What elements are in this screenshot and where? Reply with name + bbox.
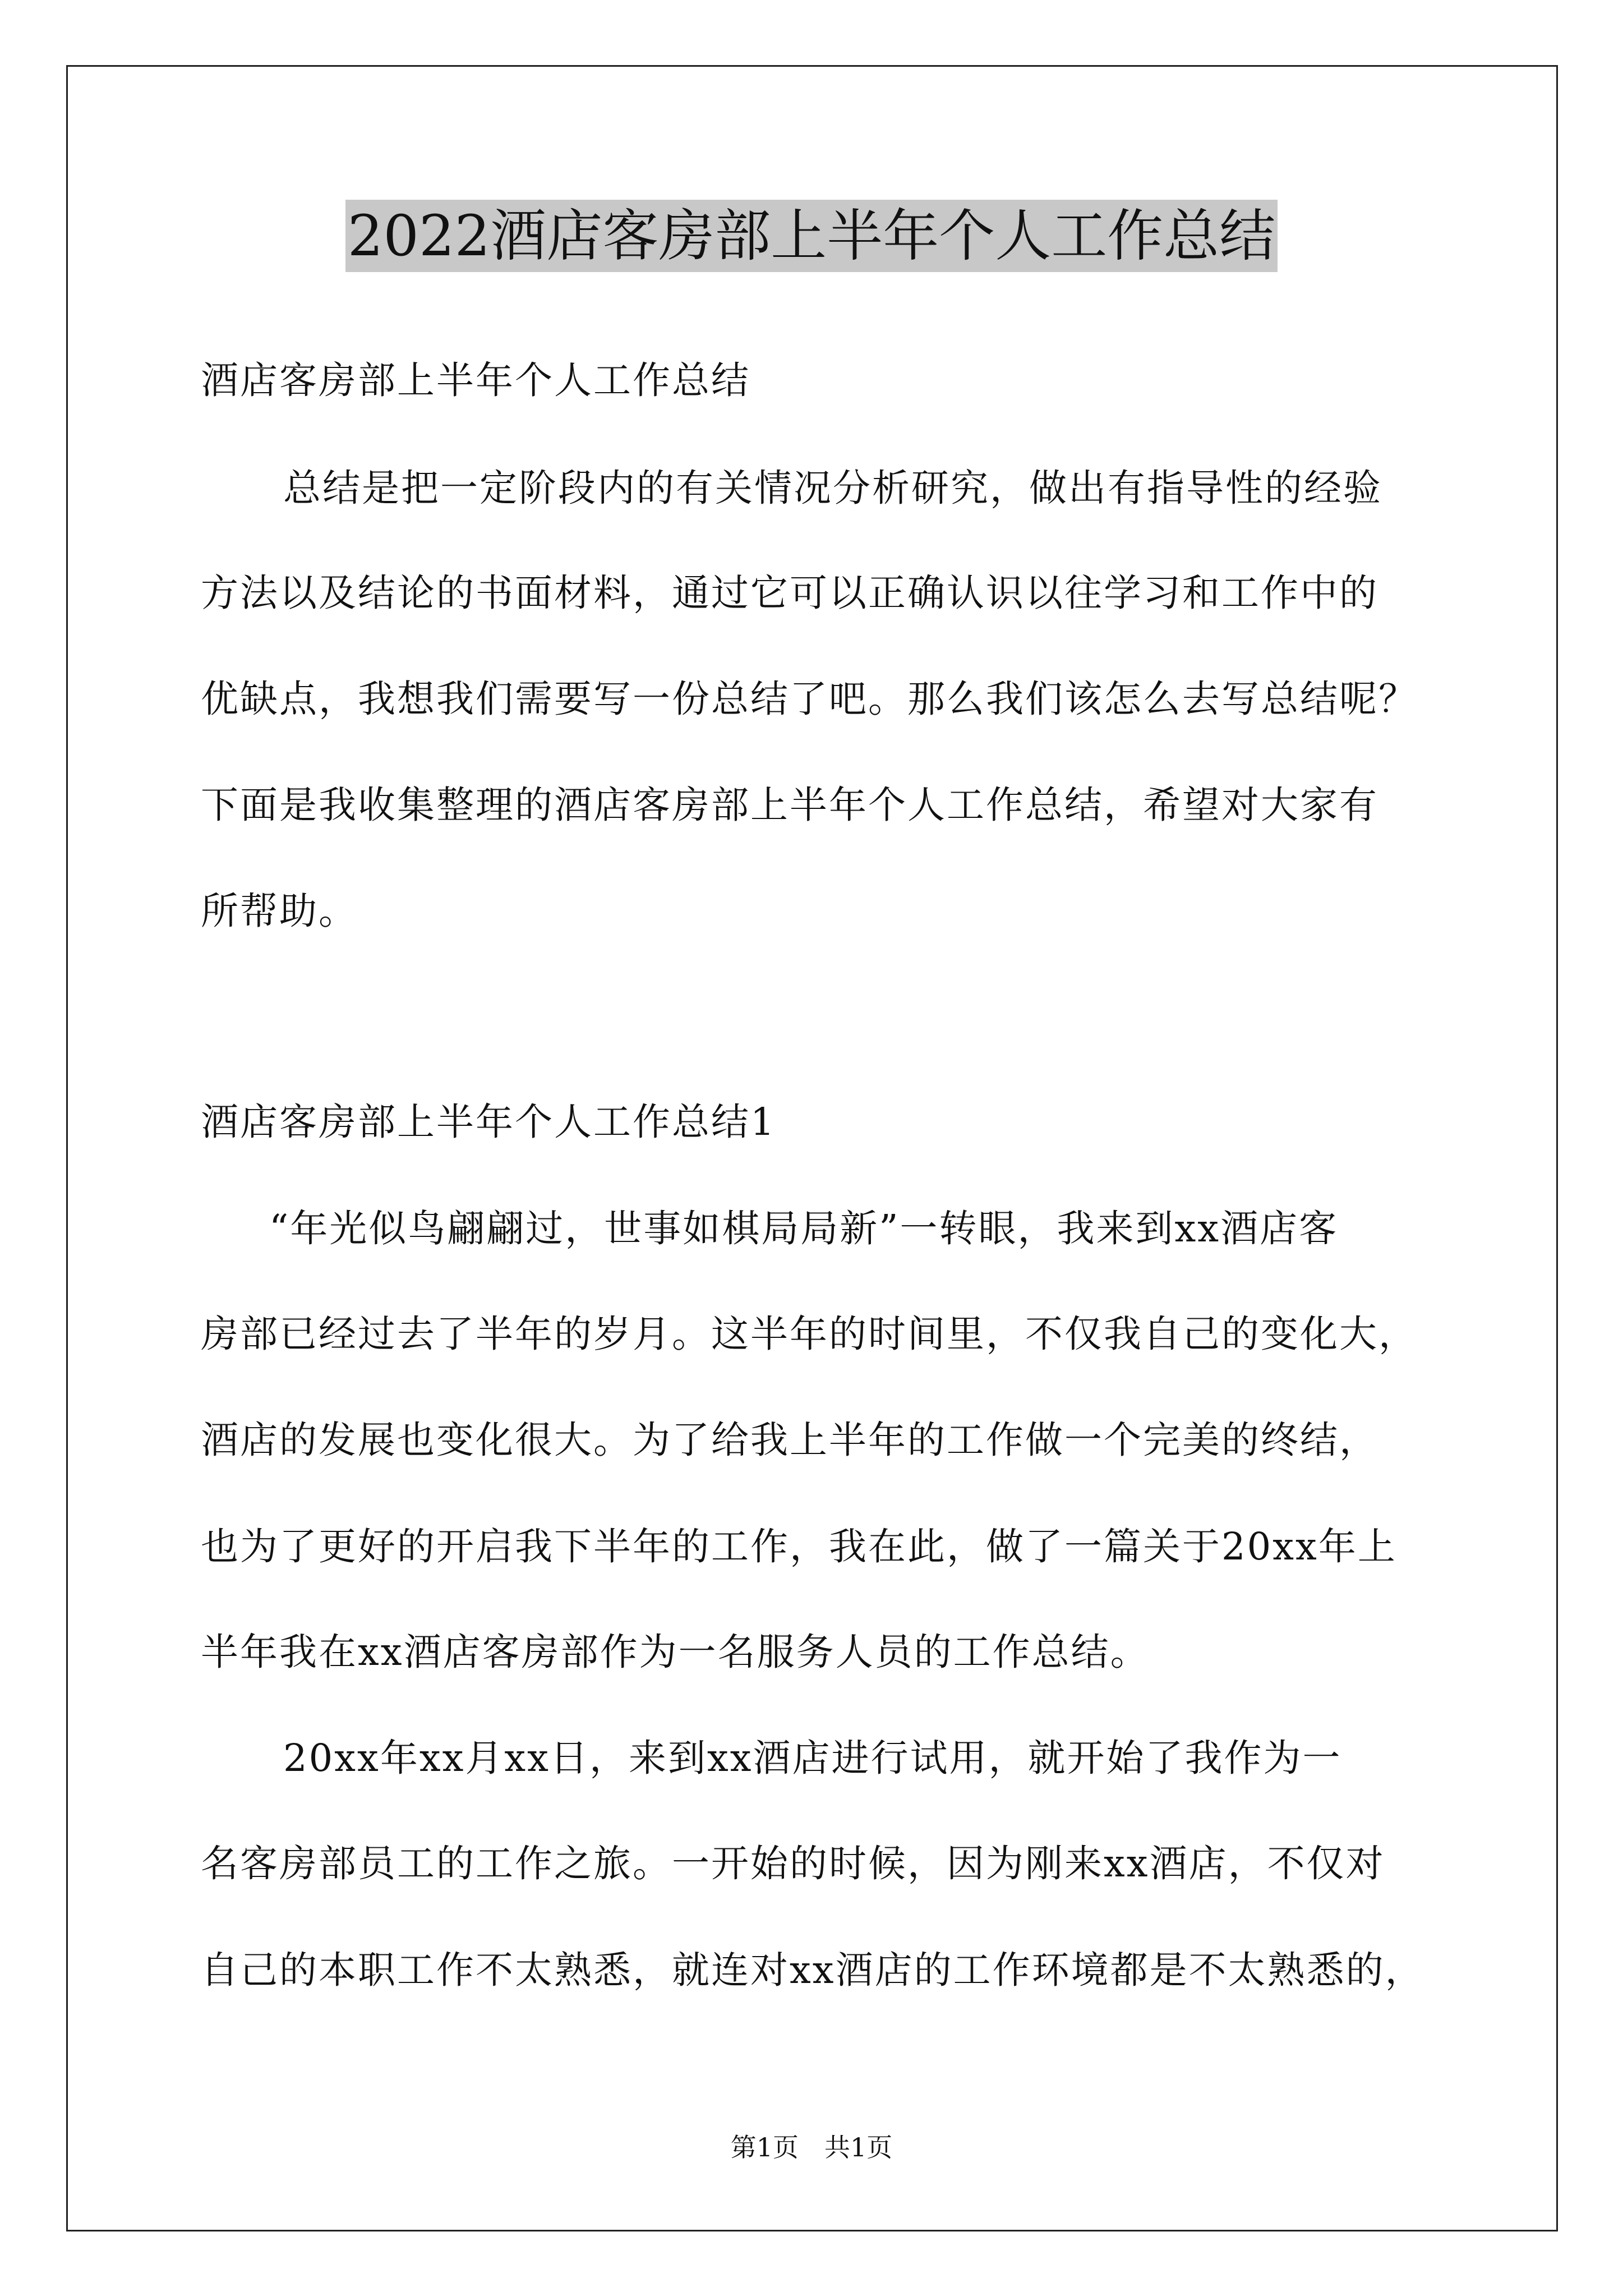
paragraph-line: 总结是把一定阶段内的有关情况分析研究，做出有指导性的经验 xyxy=(283,466,1382,510)
paragraph-line: 优缺点，我想我们需要写一份总结了吧。那么我们该怎么去写总结呢？ xyxy=(201,677,1418,721)
paragraph-line: 下面是我收集整理的酒店客房部上半年个人工作总结，希望对大家有 xyxy=(201,783,1378,827)
paragraph-line: 所帮助。 xyxy=(201,889,358,933)
paragraph-line: 也为了更好的开启我下半年的工作，我在此，做了一篇关于20xx年上 xyxy=(201,1525,1397,1568)
title-text: 2022酒店客房部上半年个人工作总结 xyxy=(345,200,1278,272)
paragraph-line: 20xx年xx月xx日，来到xx酒店进行试用，就开始了我作为一 xyxy=(283,1736,1342,1780)
paragraph-line: 名客房部员工的工作之旅。一开始的时候，因为刚来xx酒店，不仅对 xyxy=(201,1842,1385,1885)
paragraph-line: 自己的本职工作不太熟悉，就连对xx酒店的工作环境都是不太熟悉的， xyxy=(201,1948,1424,1992)
paragraph-line: 方法以及结论的书面材料，通过它可以正确认识以往学习和工作中的 xyxy=(201,571,1378,615)
paragraph-line: 半年我在xx酒店客房部作为一名服务人员的工作总结。 xyxy=(201,1630,1150,1674)
section-heading: 酒店客房部上半年个人工作总结1 xyxy=(201,1100,776,1144)
paragraph-line: 房部已经过去了半年的岁月。这半年的时间里，不仅我自己的变化大， xyxy=(201,1312,1418,1356)
subtitle-line: 酒店客房部上半年个人工作总结 xyxy=(201,358,750,402)
paragraph-line: “年光似鸟翩翩过，世事如棋局局新”一转眼，我来到xx酒店客 xyxy=(269,1207,1339,1250)
page-footer: 第1页 共1页 xyxy=(730,2132,893,2162)
paragraph-line: 酒店的发展也变化很大。为了给我上半年的工作做一个完美的终结， xyxy=(201,1418,1378,1462)
document-title xyxy=(0,200,1623,273)
